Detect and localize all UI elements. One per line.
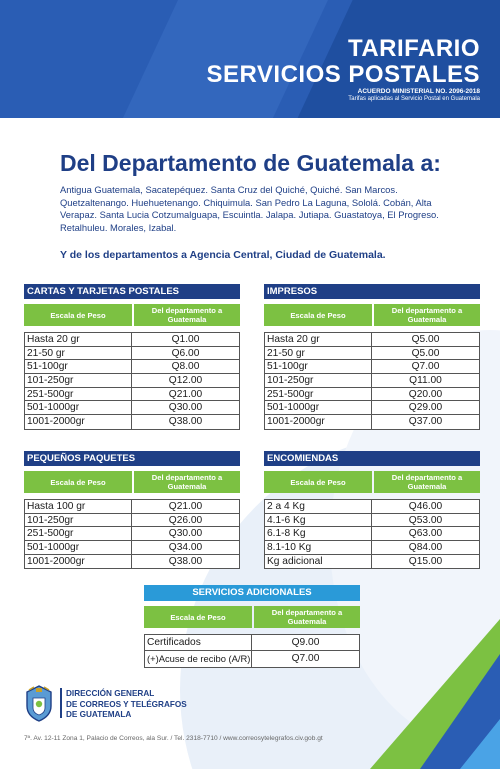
- price-cell: Q30.00: [168, 528, 203, 540]
- weight-cell: 1001-2000gr: [25, 415, 132, 429]
- table-row: [25, 500, 239, 514]
- table-header: [24, 471, 240, 493]
- weight-cell: Hasta 100 gr: [25, 500, 132, 513]
- service-cell: Certificados: [145, 635, 252, 650]
- table-row: [265, 401, 479, 415]
- weight-cell: 501-1000gr: [25, 401, 132, 414]
- table-encomiendas: [264, 451, 480, 569]
- weight-cell: 251-500gr: [25, 527, 132, 540]
- header-note: Tarifas aplicadas al Servicio Postal en Guatemala: [348, 96, 480, 102]
- price-cell: Q6.00: [171, 347, 200, 359]
- weight-cell: 21-50 gr: [265, 347, 372, 360]
- table-row: [25, 374, 239, 388]
- weight-cell: 101-250gr: [25, 514, 132, 527]
- table-impresos: [264, 284, 480, 430]
- price-cell: Q8.00: [171, 361, 200, 373]
- weight-cell: 251-500gr: [25, 388, 132, 401]
- table-cartas: [24, 284, 240, 430]
- price-cell: Q21.00: [168, 388, 203, 400]
- table-row: [145, 651, 359, 667]
- price-cell: Q20.00: [408, 388, 443, 400]
- table-title: SERVICIOS ADICIONALES: [144, 585, 360, 601]
- table-row: [25, 333, 239, 347]
- corner-decoration-light-blue: [460, 719, 500, 769]
- table-title: CARTAS Y TARJETAS POSTALES: [24, 284, 240, 299]
- org-line-1: DIRECCIÓN GENERAL: [66, 689, 155, 698]
- weight-cell: 501-1000gr: [25, 541, 132, 554]
- col-header-weight: Escala de Peso: [144, 606, 252, 628]
- weight-cell: 4.1-6 Kg: [265, 514, 372, 527]
- weight-cell: 51-100gr: [265, 360, 372, 373]
- table-row: [25, 527, 239, 541]
- footer-separator: [60, 688, 62, 718]
- table-row: [265, 500, 479, 514]
- table-row: [265, 360, 479, 374]
- table-row: [25, 541, 239, 555]
- table-row: [265, 541, 479, 555]
- price-cell: Q5.00: [411, 334, 440, 345]
- section-heading: Del Departamento de Guatemala a:: [60, 150, 441, 176]
- weight-cell: 1001-2000gr: [25, 555, 132, 569]
- weight-cell: Hasta 20 gr: [265, 333, 372, 346]
- col-header-price: Del departamento a Guatemala: [374, 304, 480, 326]
- weight-cell: 51-100gr: [25, 360, 132, 373]
- price-cell: Q38.00: [168, 416, 203, 428]
- col-header-weight: Escala de Peso: [24, 471, 132, 493]
- price-cell: Q37.00: [408, 416, 443, 428]
- table-title: IMPRESOS: [264, 284, 480, 299]
- weight-cell: 251-500gr: [265, 388, 372, 401]
- col-header-price: Del departamento a Guatemala: [374, 471, 480, 493]
- price-cell: Q15.00: [408, 555, 443, 567]
- table-row: [145, 635, 359, 651]
- page-title: [206, 36, 480, 88]
- table-paquetes: [24, 451, 240, 569]
- col-header-price: Del departamento a Guatemala: [134, 471, 240, 493]
- table-row: [265, 415, 479, 429]
- weight-cell: 6.1-8 Kg: [265, 527, 372, 540]
- table-body: [264, 499, 480, 569]
- weight-cell: 1001-2000gr: [265, 415, 372, 429]
- price-cell: Q1.00: [171, 334, 200, 345]
- table-row: [265, 388, 479, 402]
- weight-cell: 501-1000gr: [265, 401, 372, 414]
- price-cell: Q21.00: [168, 501, 203, 512]
- price-cell: Q84.00: [408, 542, 443, 554]
- weight-cell: 101-250gr: [25, 374, 132, 387]
- table-row: [265, 527, 479, 541]
- table-row: [265, 374, 479, 388]
- subline-text: Y de los departamentos a Agencia Central, Ciudad de Guatemala.: [60, 249, 386, 261]
- coat-of-arms-logo: [24, 684, 54, 722]
- table-body: [264, 332, 480, 430]
- table-body: [24, 332, 240, 430]
- destinations-text: Antigua Guatemala, Sacatepéquez. Santa Cruz del Quiché, Quiché. San Marcos. Quetzaltenango. Huehuetenango. Chiquimula. San Pedro La Laguna, Sololá. Cobán, Alta Verapaz. Santa Lucia Cotzumalguapa, Escuintla. Jalapa. Jutiapa. Guastatoya, El Progreso. Retalhuleu. Morales, Izabal.: [60, 184, 439, 233]
- decree-number: ACUERDO MINISTERIAL NO. 2096-2018: [357, 88, 480, 95]
- weight-cell: 2 a 4 Kg: [265, 500, 372, 513]
- table-row: [265, 514, 479, 528]
- title-line-2: SERVICIOS POSTALES: [206, 61, 480, 88]
- weight-cell: 8.1-10 Kg: [265, 541, 372, 554]
- col-header-price: Del departamento a Guatemala: [134, 304, 240, 326]
- title-line-1: TARIFARIO: [347, 35, 480, 62]
- col-header-weight: Escala de Peso: [264, 471, 372, 493]
- price-cell: Q7.00: [291, 653, 320, 664]
- organization-name: [66, 689, 187, 721]
- table-row: [25, 388, 239, 402]
- table-row: [25, 514, 239, 528]
- weight-cell: 21-50 gr: [25, 347, 132, 360]
- price-cell: Q7.00: [411, 361, 440, 373]
- price-cell: Q9.00: [291, 637, 320, 648]
- price-cell: Q38.00: [168, 555, 203, 567]
- table-header: [264, 304, 480, 326]
- table-header: [264, 471, 480, 493]
- col-header-weight: Escala de Peso: [24, 304, 132, 326]
- price-cell: Q11.00: [409, 375, 442, 387]
- table-row: [25, 347, 239, 361]
- price-cell: Q34.00: [168, 542, 203, 554]
- service-cell: (+)Acuse de recibo (A/R): [145, 651, 252, 667]
- price-cell: Q46.00: [408, 501, 443, 512]
- footer-address: 7ª. Av. 12-11 Zona 1, Palacio de Correos, ala Sur. / Tel. 2318-7710 / www.correosytelegrafos.civ.gob.gt: [24, 735, 323, 742]
- price-cell: Q30.00: [168, 402, 203, 414]
- table-row: [265, 555, 479, 569]
- table-body: [24, 499, 240, 569]
- price-cell: Q53.00: [408, 514, 443, 526]
- table-header: [144, 606, 360, 628]
- table-servicios-adicionales: [144, 585, 360, 668]
- table-row: [25, 401, 239, 415]
- weight-cell: Hasta 20 gr: [25, 333, 132, 346]
- col-header-price: Del departamento a Guatemala: [254, 606, 360, 628]
- table-body: [144, 634, 360, 668]
- header-banner: [0, 0, 500, 118]
- price-cell: Q26.00: [168, 514, 203, 526]
- price-cell: Q29.00: [408, 402, 443, 414]
- table-row: [25, 360, 239, 374]
- price-cell: Q12.00: [168, 375, 203, 387]
- org-line-3: DE GUATEMALA: [66, 710, 132, 719]
- price-cell: Q5.00: [411, 347, 440, 359]
- table-title: ENCOMIENDAS: [264, 451, 480, 466]
- table-header: [24, 304, 240, 326]
- table-row: [25, 415, 239, 429]
- table-row: [265, 333, 479, 347]
- table-title: PEQUEÑOS PAQUETES: [24, 451, 240, 466]
- table-row: [265, 347, 479, 361]
- price-cell: Q63.00: [408, 528, 443, 540]
- col-header-weight: Escala de Peso: [264, 304, 372, 326]
- org-line-2: DE CORREOS Y TELÉGRAFOS: [66, 699, 187, 709]
- table-row: [25, 555, 239, 569]
- weight-cell: 101-250gr: [265, 374, 372, 387]
- weight-cell: Kg adicional: [265, 555, 372, 569]
